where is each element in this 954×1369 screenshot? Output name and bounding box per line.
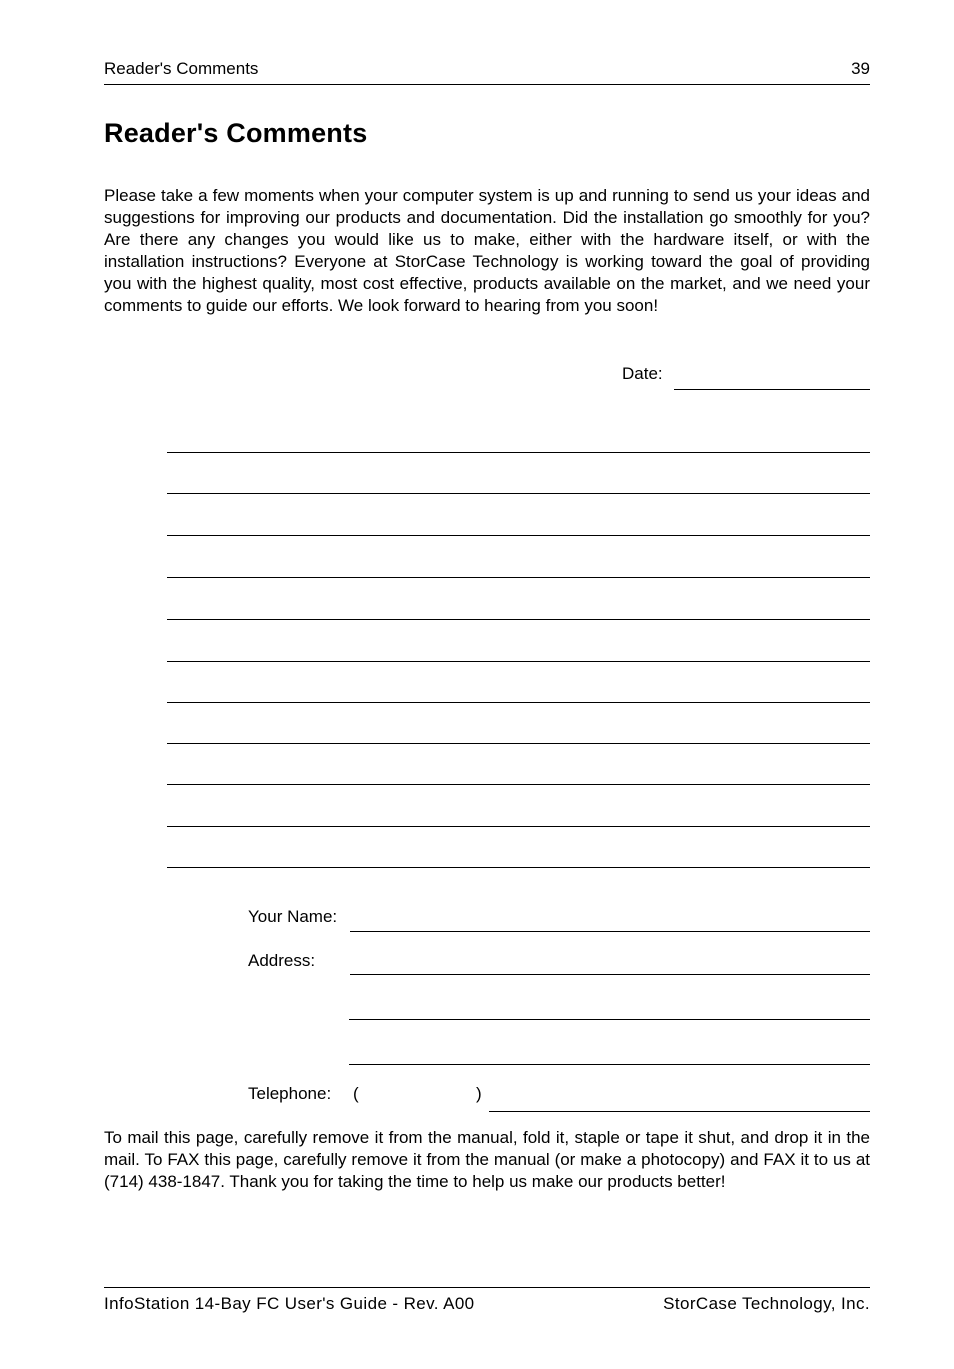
telephone-label: Telephone: [248, 1084, 332, 1103]
area-code-open-paren: ( [353, 1084, 359, 1103]
comment-line[interactable] [167, 826, 870, 827]
telephone-field-line[interactable] [489, 1111, 870, 1112]
mail-instructions-paragraph: To mail this page, carefully remove it from the manual, fold it, staple or tape it shut, and drop it in the mail. To FAX this page, carefully remove it from the manual (or make a photocopy) and FAX it to us at (714) 438-1847. Thank you for taking the time to help us make our products better! [104, 1128, 870, 1191]
footer-divider [104, 1287, 870, 1288]
page-number: 39 [851, 59, 870, 78]
name-label: Your Name: [248, 907, 338, 926]
address-field-line[interactable] [349, 1019, 870, 1020]
date-label: Date: [622, 364, 663, 383]
footer-guide-title: InfoStation 14-Bay FC User's Guide - Rev. A00 [104, 1294, 475, 1313]
address-field-line[interactable] [349, 1064, 870, 1065]
intro-paragraph: Please take a few moments when your computer system is up and running to send us your ideas and suggestions for improving our products and documentation. Did the installation go smoothly for you? Are there any changes you would like us to make, either with the hardware itself, or with the installation instructions? Everyone at StorCase Technology is working toward the goal of providing you with the highest quality, most cost effective, products available on the market, and we need your comments to guide our efforts. We look forward to hearing from you soon! [104, 186, 870, 315]
comment-line[interactable] [167, 702, 870, 703]
comment-line[interactable] [167, 661, 870, 662]
address-field-line[interactable] [350, 974, 870, 975]
comment-line[interactable] [167, 784, 870, 785]
page-title: Reader's Comments [104, 118, 368, 148]
date-field-line[interactable] [674, 389, 870, 390]
comment-line[interactable] [167, 493, 870, 494]
comment-line[interactable] [167, 535, 870, 536]
comment-line[interactable] [167, 619, 870, 620]
footer-company: StorCase Technology, Inc. [663, 1294, 870, 1313]
running-header-section: Reader's Comments [104, 59, 259, 78]
comment-line[interactable] [167, 743, 870, 744]
comment-line[interactable] [167, 452, 870, 453]
header-divider [104, 84, 870, 85]
comment-line[interactable] [167, 577, 870, 578]
address-label: Address: [248, 951, 316, 970]
name-field-line[interactable] [350, 931, 870, 932]
comment-line[interactable] [167, 867, 870, 868]
area-code-close-paren: ) [476, 1084, 482, 1103]
